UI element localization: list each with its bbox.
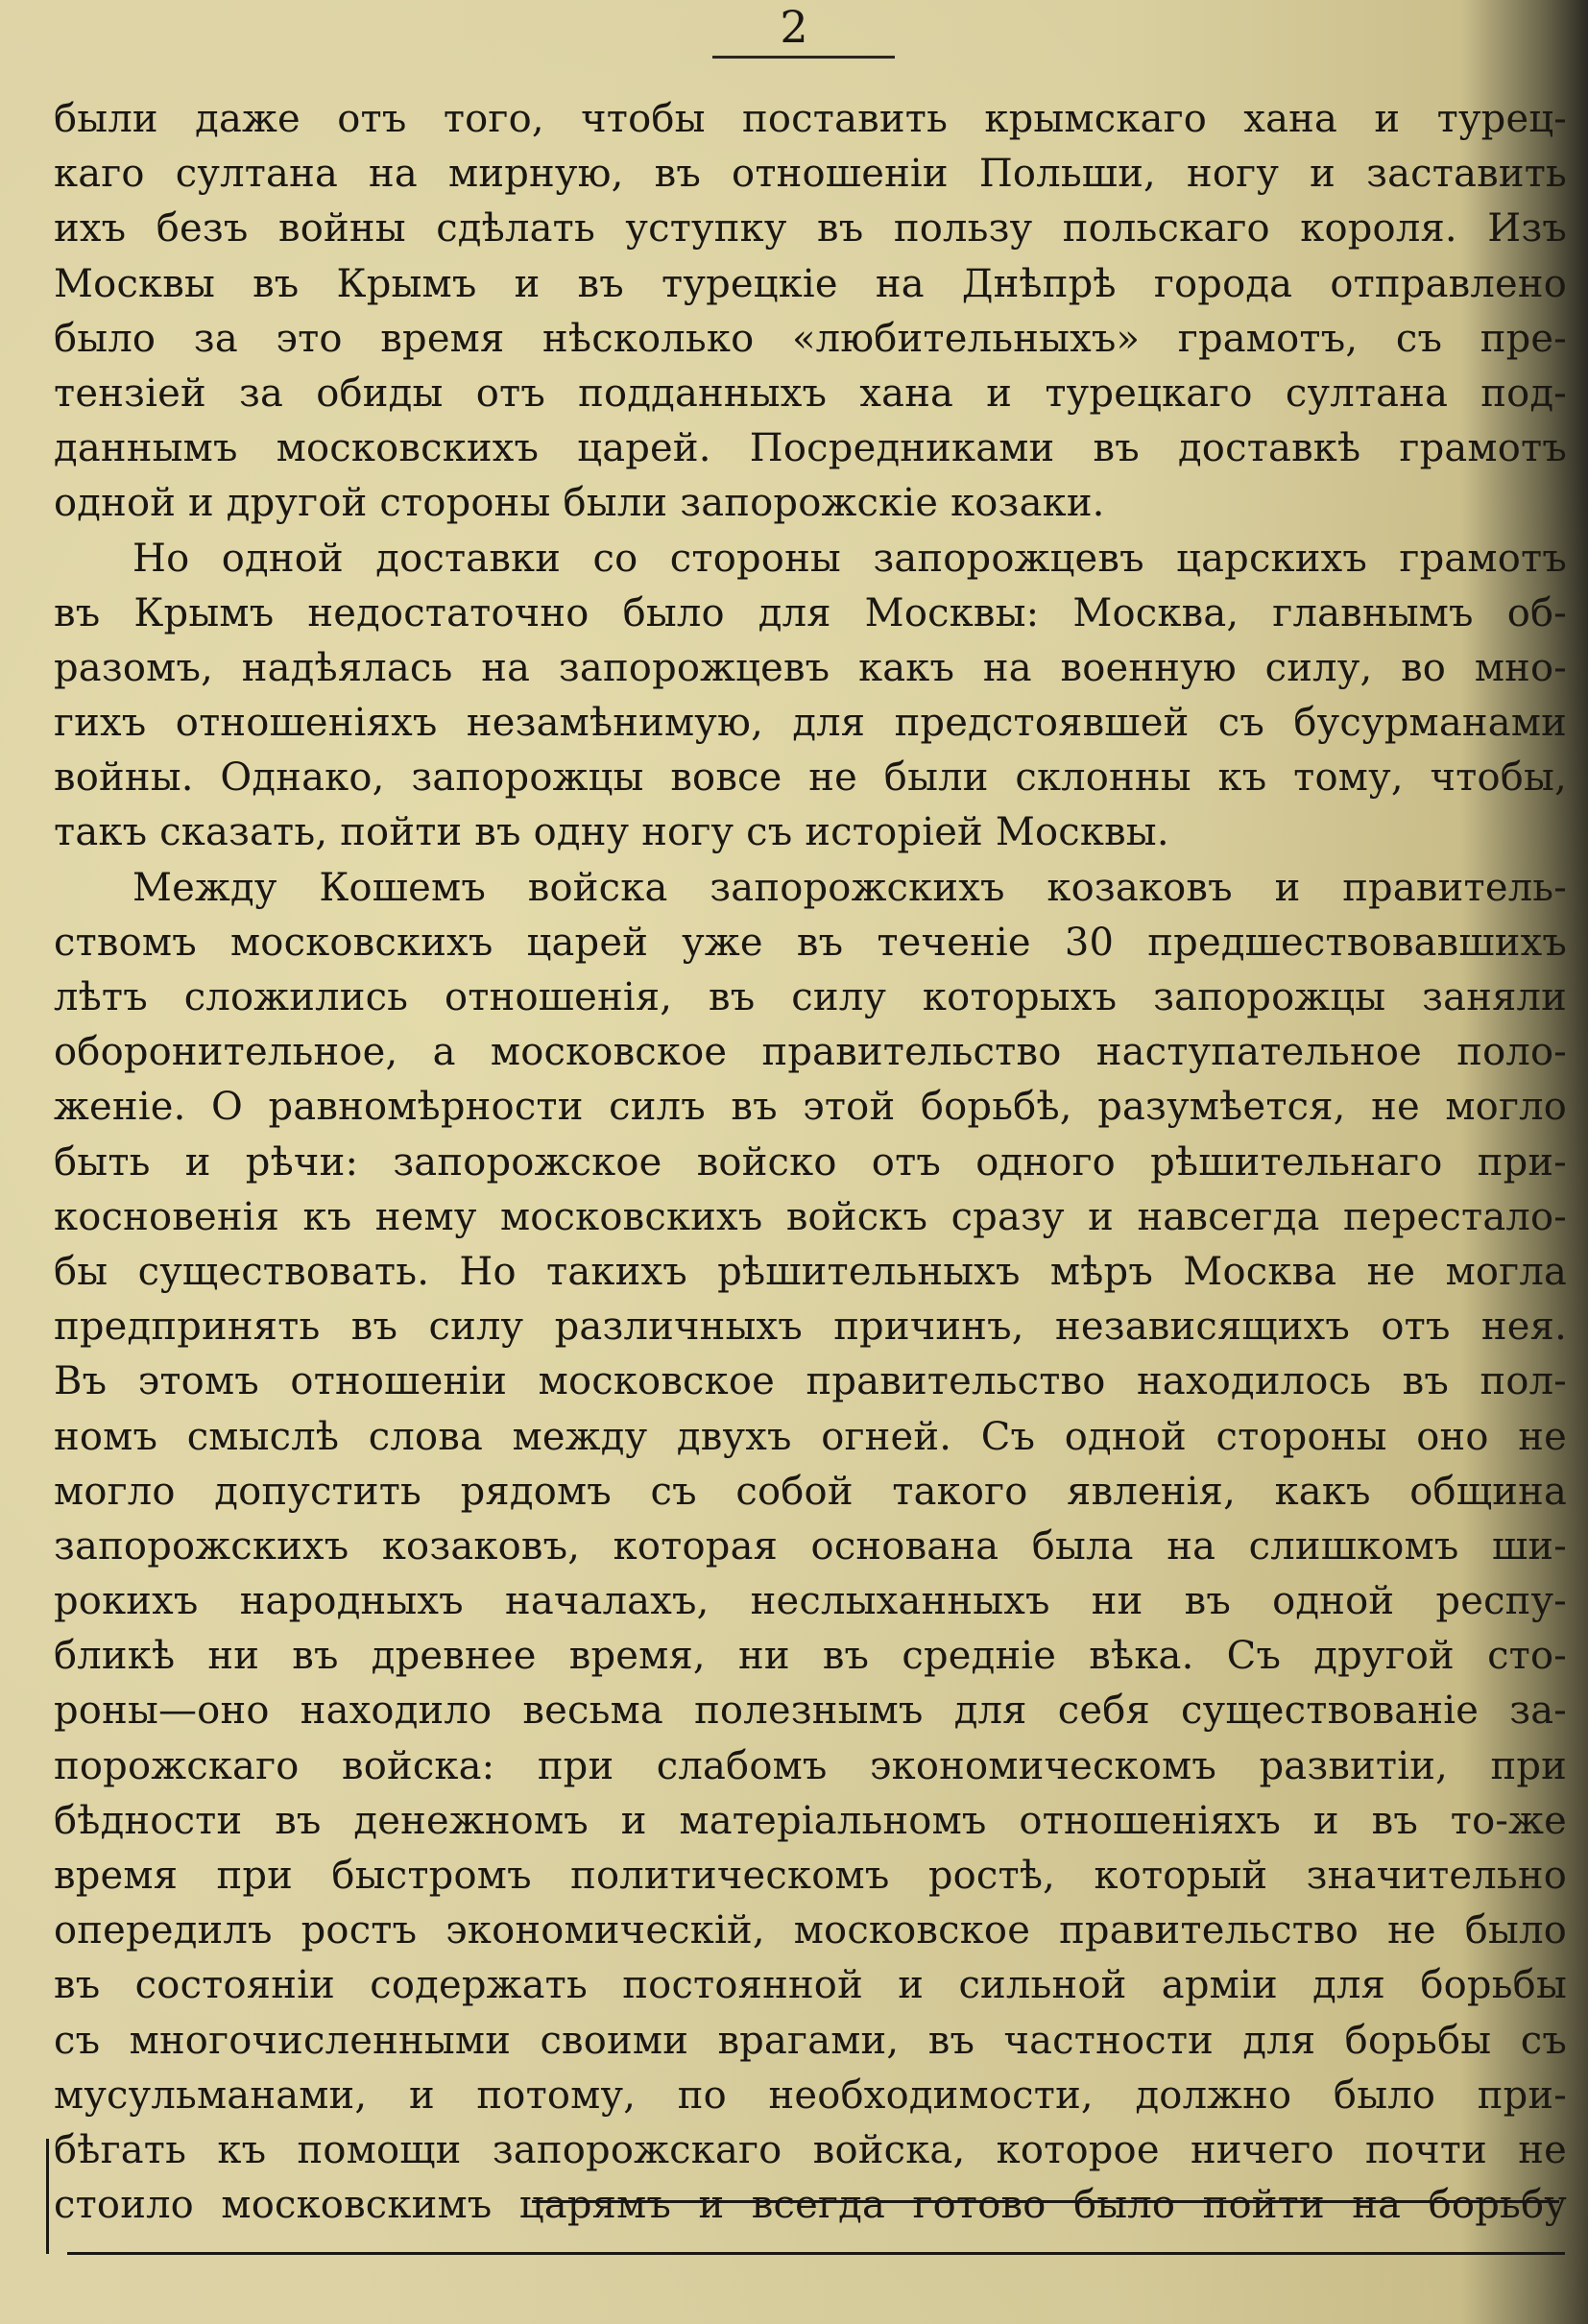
text-line: лѣтъ сложились отношенія, въ силу которыхъ запорожцы заняли (54, 975, 1567, 1019)
pen-underline (532, 2200, 1559, 2203)
text-line: роны—оно находило весьма полезнымъ для себя существованіе за- (54, 1689, 1567, 1734)
text-line: разомъ, надѣялась на запорожцевъ какъ на военную силу, во мно- (54, 645, 1567, 690)
paragraph-3 (54, 861, 1567, 2234)
text-line: женіе. О равномѣрности силъ въ этой борьбѣ, разумѣется, не могло (54, 1085, 1567, 1130)
margin-pen-mark (46, 2139, 49, 2254)
text-line: мусульманами, и потому, по необходимости, должно было при- (54, 2072, 1567, 2118)
text-line: Въ этомъ отношеніи московское правительство находилось въ пол- (54, 1359, 1567, 1404)
page-number: 2 (780, 1, 808, 53)
text-line: Москвы въ Крымъ и въ турецкіе на Днѣпрѣ города отправлено (54, 261, 1567, 306)
text-line: оборонительное, а московское правительство наступательное поло- (54, 1030, 1567, 1075)
text-line: Но одной доставки со стороны запорожцевъ царскихъ грамотъ (132, 536, 1567, 581)
text-line: были даже отъ того, чтобы поставить крымскаго хана и турец- (54, 97, 1567, 141)
text-line: время при быстромъ политическомъ ростѣ, который значительно (54, 1854, 1567, 1898)
text-line: косновенія къ нему московскихъ войскъ сразу и навсегда перестало- (54, 1194, 1567, 1239)
body-text (54, 92, 1567, 2233)
text-line: ихъ безъ войны сдѣлать уступку въ пользу польскаго короля. Изъ (54, 206, 1567, 252)
text-line: каго султана на мирную, въ отношеніи Польши, ногу и заставить (54, 152, 1567, 197)
text-line: въ Крымъ недостаточно было для Москвы: Москва, главнымъ об- (54, 590, 1567, 635)
text-line: войны. Однако, запорожцы вовсе не были склонны къ тому, чтобы, (54, 755, 1567, 801)
text-line: гихъ отношеніяхъ незамѣнимую, для предстоявшей съ бусурманами (54, 701, 1567, 746)
text-line: бликѣ ни въ древнее время, ни въ средніе вѣка. Съ другой сто- (54, 1634, 1567, 1679)
paragraph-1 (54, 92, 1567, 532)
text-line: Между Кошемъ войска запорожскихъ козаковъ и правитель- (132, 865, 1567, 910)
text-line: въ состояніи содержать постоянной и сильной арміи для борьбы (54, 1963, 1567, 2008)
text-line: даннымъ московскихъ царей. Посредниками въ доставкѣ грамотъ (54, 426, 1567, 471)
pen-underline (67, 2252, 1565, 2255)
text-line: тензіей за обиды отъ подданныхъ хана и турецкаго султана под- (54, 371, 1567, 416)
text-line: бѣгать къ помощи запорожскаго войска, которое ничего почти не (54, 2127, 1567, 2172)
text-line: одной и другой стороны были запорожскіе козаки. (54, 481, 1105, 526)
text-line: было за это время нѣсколько «любительныхъ» грамотъ, съ пре- (54, 316, 1567, 361)
text-line: запорожскихъ козаковъ, которая основана была на слишкомъ ши- (54, 1523, 1567, 1569)
text-line: бѣдности въ денежномъ и матеріальномъ отношеніяхъ и въ то-же (54, 1798, 1567, 1843)
text-line: могло допустить рядомъ съ собой такого явленія, какъ община (54, 1469, 1567, 1514)
paragraph-2 (54, 532, 1567, 861)
text-line: ствомъ московскихъ царей уже въ теченіе 30 предшествовавшихъ (54, 920, 1567, 965)
text-line: быть и рѣчи: запорожское войско отъ одного рѣшительнаго при- (54, 1139, 1567, 1185)
header-rule (712, 56, 895, 59)
text-line: рокихъ народныхъ началахъ, неслыханныхъ ни въ одной респу- (54, 1579, 1567, 1624)
text-line: опередилъ ростъ экономическій, московское правительство не было (54, 1908, 1567, 1953)
text-line: стоило московскимъ царямъ и всегда готово было пойти на борьбу (54, 2183, 1567, 2228)
text-line: такъ сказать, пойти въ одну ногу съ исторіей Москвы. (54, 810, 1169, 855)
text-line: предпринять въ силу различныхъ причинъ, независящихъ отъ нея. (54, 1305, 1567, 1350)
text-line: съ многочисленными своими врагами, въ частности для борьбы съ (54, 2018, 1567, 2063)
text-line: номъ смыслѣ слова между двухъ огней. Съ одной стороны оно не (54, 1414, 1567, 1459)
text-line: порожскаго войска: при слабомъ экономическомъ развитіи, при (54, 1743, 1567, 1788)
text-line: бы существовать. Но такихъ рѣшительныхъ мѣръ Москва не могла (54, 1249, 1567, 1294)
